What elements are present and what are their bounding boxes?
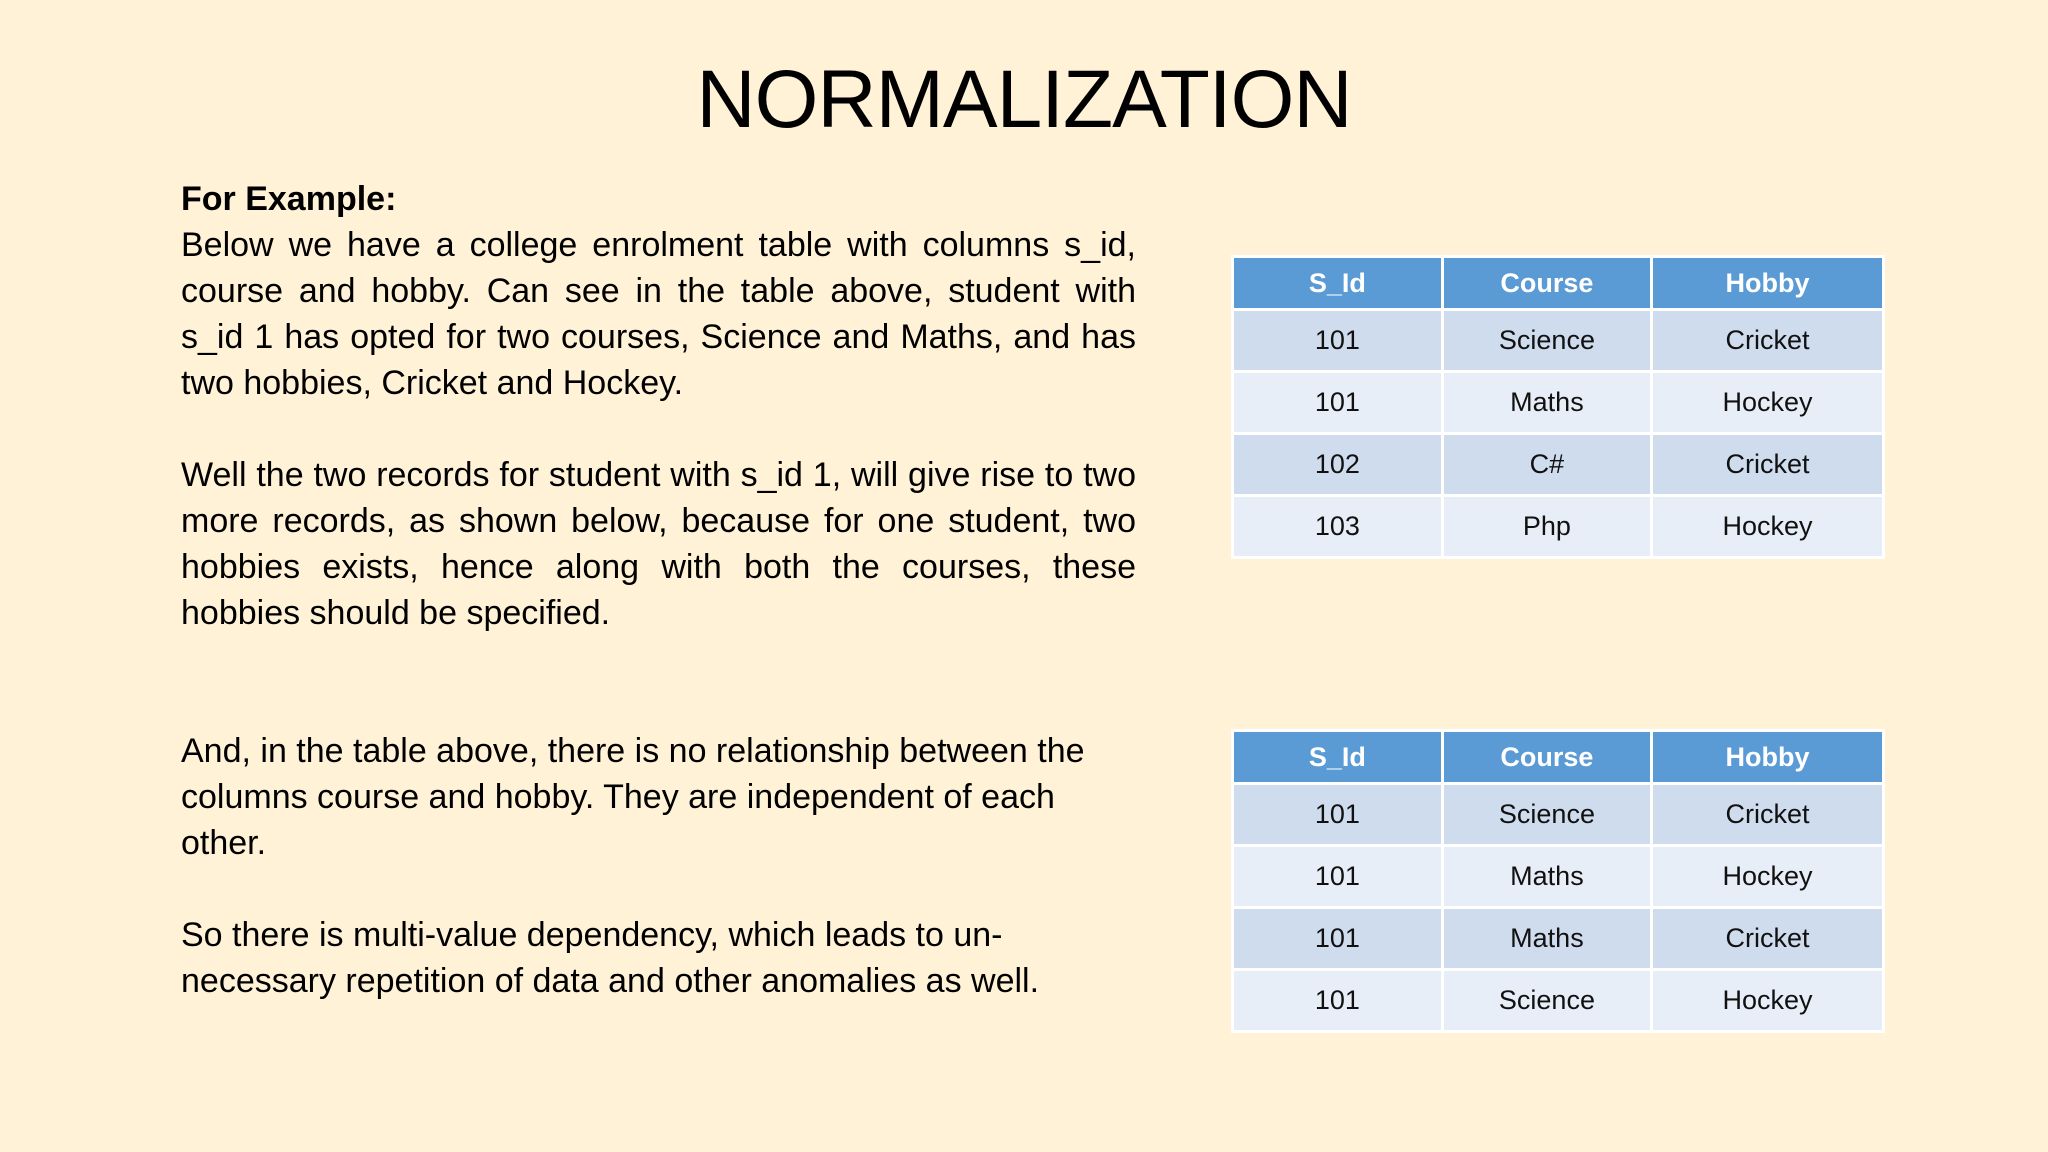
dependency-text-block (181, 728, 1136, 1004)
table-cell: Maths (1442, 372, 1651, 434)
table-cell: Maths (1442, 908, 1651, 970)
table-cell: Science (1442, 970, 1651, 1032)
table-row (1233, 846, 1884, 908)
paragraph-gap (181, 406, 1136, 452)
table-cell: Hockey (1652, 970, 1884, 1032)
header-cell: S_Id (1233, 731, 1443, 784)
table-header-row (1233, 257, 1884, 310)
table-cell: 101 (1233, 372, 1443, 434)
table-header-row (1233, 731, 1884, 784)
table-cell: 101 (1233, 908, 1443, 970)
paragraph-multivalue: So there is multi-value dependency, which leads to un-necessary repetition of data and other anomalies as well. (181, 916, 1040, 1000)
table-row (1233, 496, 1884, 558)
paragraph-gap (181, 866, 1136, 912)
table-cell: 101 (1233, 784, 1443, 846)
table-row (1233, 784, 1884, 846)
table-cell: Php (1442, 496, 1651, 558)
table-cell: Hockey (1652, 496, 1884, 558)
table-row (1233, 908, 1884, 970)
table-cell: Maths (1442, 846, 1651, 908)
table-cell: 103 (1233, 496, 1443, 558)
table-cell: C# (1442, 434, 1651, 496)
paragraph-relationship: And, in the table above, there is no relationship between the columns course and hobby. They are independent of each other. (181, 732, 1085, 862)
table-cell: Hockey (1652, 372, 1884, 434)
slide-title: NORMALIZATION (696, 54, 1352, 145)
enrolment-table (1231, 255, 1885, 559)
paragraph-records: Well the two records for student with s_id 1, will give rise to two more records, as shown below, because for one student, two hobbies exists, hence along with both the courses, these hobbies should be specified. (181, 456, 1136, 632)
table-cell: 101 (1233, 310, 1443, 372)
table-cell: Cricket (1652, 784, 1884, 846)
example-text-block (181, 176, 1136, 636)
table-cell: 101 (1233, 970, 1443, 1032)
header-cell: Course (1442, 257, 1651, 310)
table-cell: Cricket (1652, 908, 1884, 970)
expanded-records-table (1231, 729, 1885, 1033)
table-row (1233, 310, 1884, 372)
table-cell: 101 (1233, 846, 1443, 908)
paragraph-enrolment: Below we have a college enrolment table with columns s_id, course and hobby. Can see in the table above, student with s_id 1 has opted for two courses, Science and Maths, and has two hobbies, Cricket and Hockey. (181, 226, 1136, 402)
table-cell: Cricket (1652, 310, 1884, 372)
table-row (1233, 970, 1884, 1032)
table-cell: Cricket (1652, 434, 1884, 496)
header-cell: Course (1442, 731, 1651, 784)
table-cell: Science (1442, 784, 1651, 846)
header-cell: Hobby (1652, 257, 1884, 310)
table-cell: Hockey (1652, 846, 1884, 908)
header-cell: Hobby (1652, 731, 1884, 784)
table-row (1233, 434, 1884, 496)
example-heading: For Example: (181, 180, 397, 218)
table-cell: 102 (1233, 434, 1443, 496)
table-row (1233, 372, 1884, 434)
table-cell: Science (1442, 310, 1651, 372)
header-cell: S_Id (1233, 257, 1443, 310)
